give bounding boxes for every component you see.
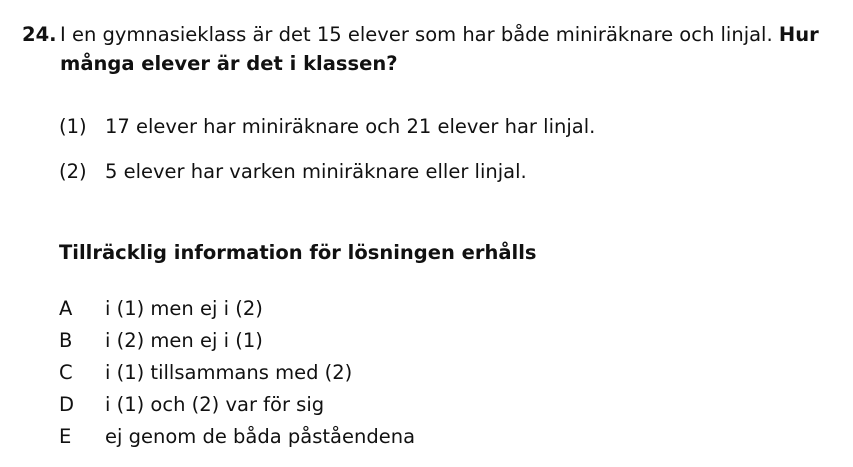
question-block [22, 20, 842, 78]
statement-label: (2) [59, 159, 87, 183]
option-letter: A [59, 296, 73, 320]
option-b[interactable] [59, 324, 415, 356]
question-prompt: Hur många elever är det i klassen? [60, 23, 819, 75]
option-d[interactable] [59, 388, 415, 420]
option-text: ej genom de båda påståendena [105, 424, 416, 448]
statement-label: (1) [59, 114, 87, 138]
option-e[interactable] [59, 420, 415, 452]
option-text: i (1) tillsammans med (2) [105, 360, 353, 384]
statement-list [59, 111, 595, 201]
option-letter: B [59, 328, 73, 352]
option-letter: E [59, 424, 72, 448]
option-text: i (1) men ej i (2) [105, 296, 263, 320]
statement-text: 17 elever har miniräknare och 21 elever har linjal. [105, 114, 596, 138]
answer-heading: Tillräcklig information för lösningen erhålls [59, 241, 537, 264]
option-a[interactable] [59, 292, 415, 324]
option-letter: D [59, 392, 75, 416]
option-letter: C [59, 360, 73, 384]
question-number: 24. [22, 23, 57, 46]
statement-2 [59, 156, 595, 186]
option-text: i (1) och (2) var för sig [105, 392, 325, 416]
statement-text: 5 elever har varken miniräknare eller linjal. [105, 159, 527, 183]
statement-1 [59, 111, 595, 141]
option-c[interactable] [59, 356, 415, 388]
answer-options [59, 292, 415, 452]
question-text [60, 20, 842, 78]
question-body: I en gymnasieklass är det 15 elever som har både miniräknare och linjal. [60, 23, 773, 46]
option-text: i (2) men ej i (1) [105, 328, 263, 352]
